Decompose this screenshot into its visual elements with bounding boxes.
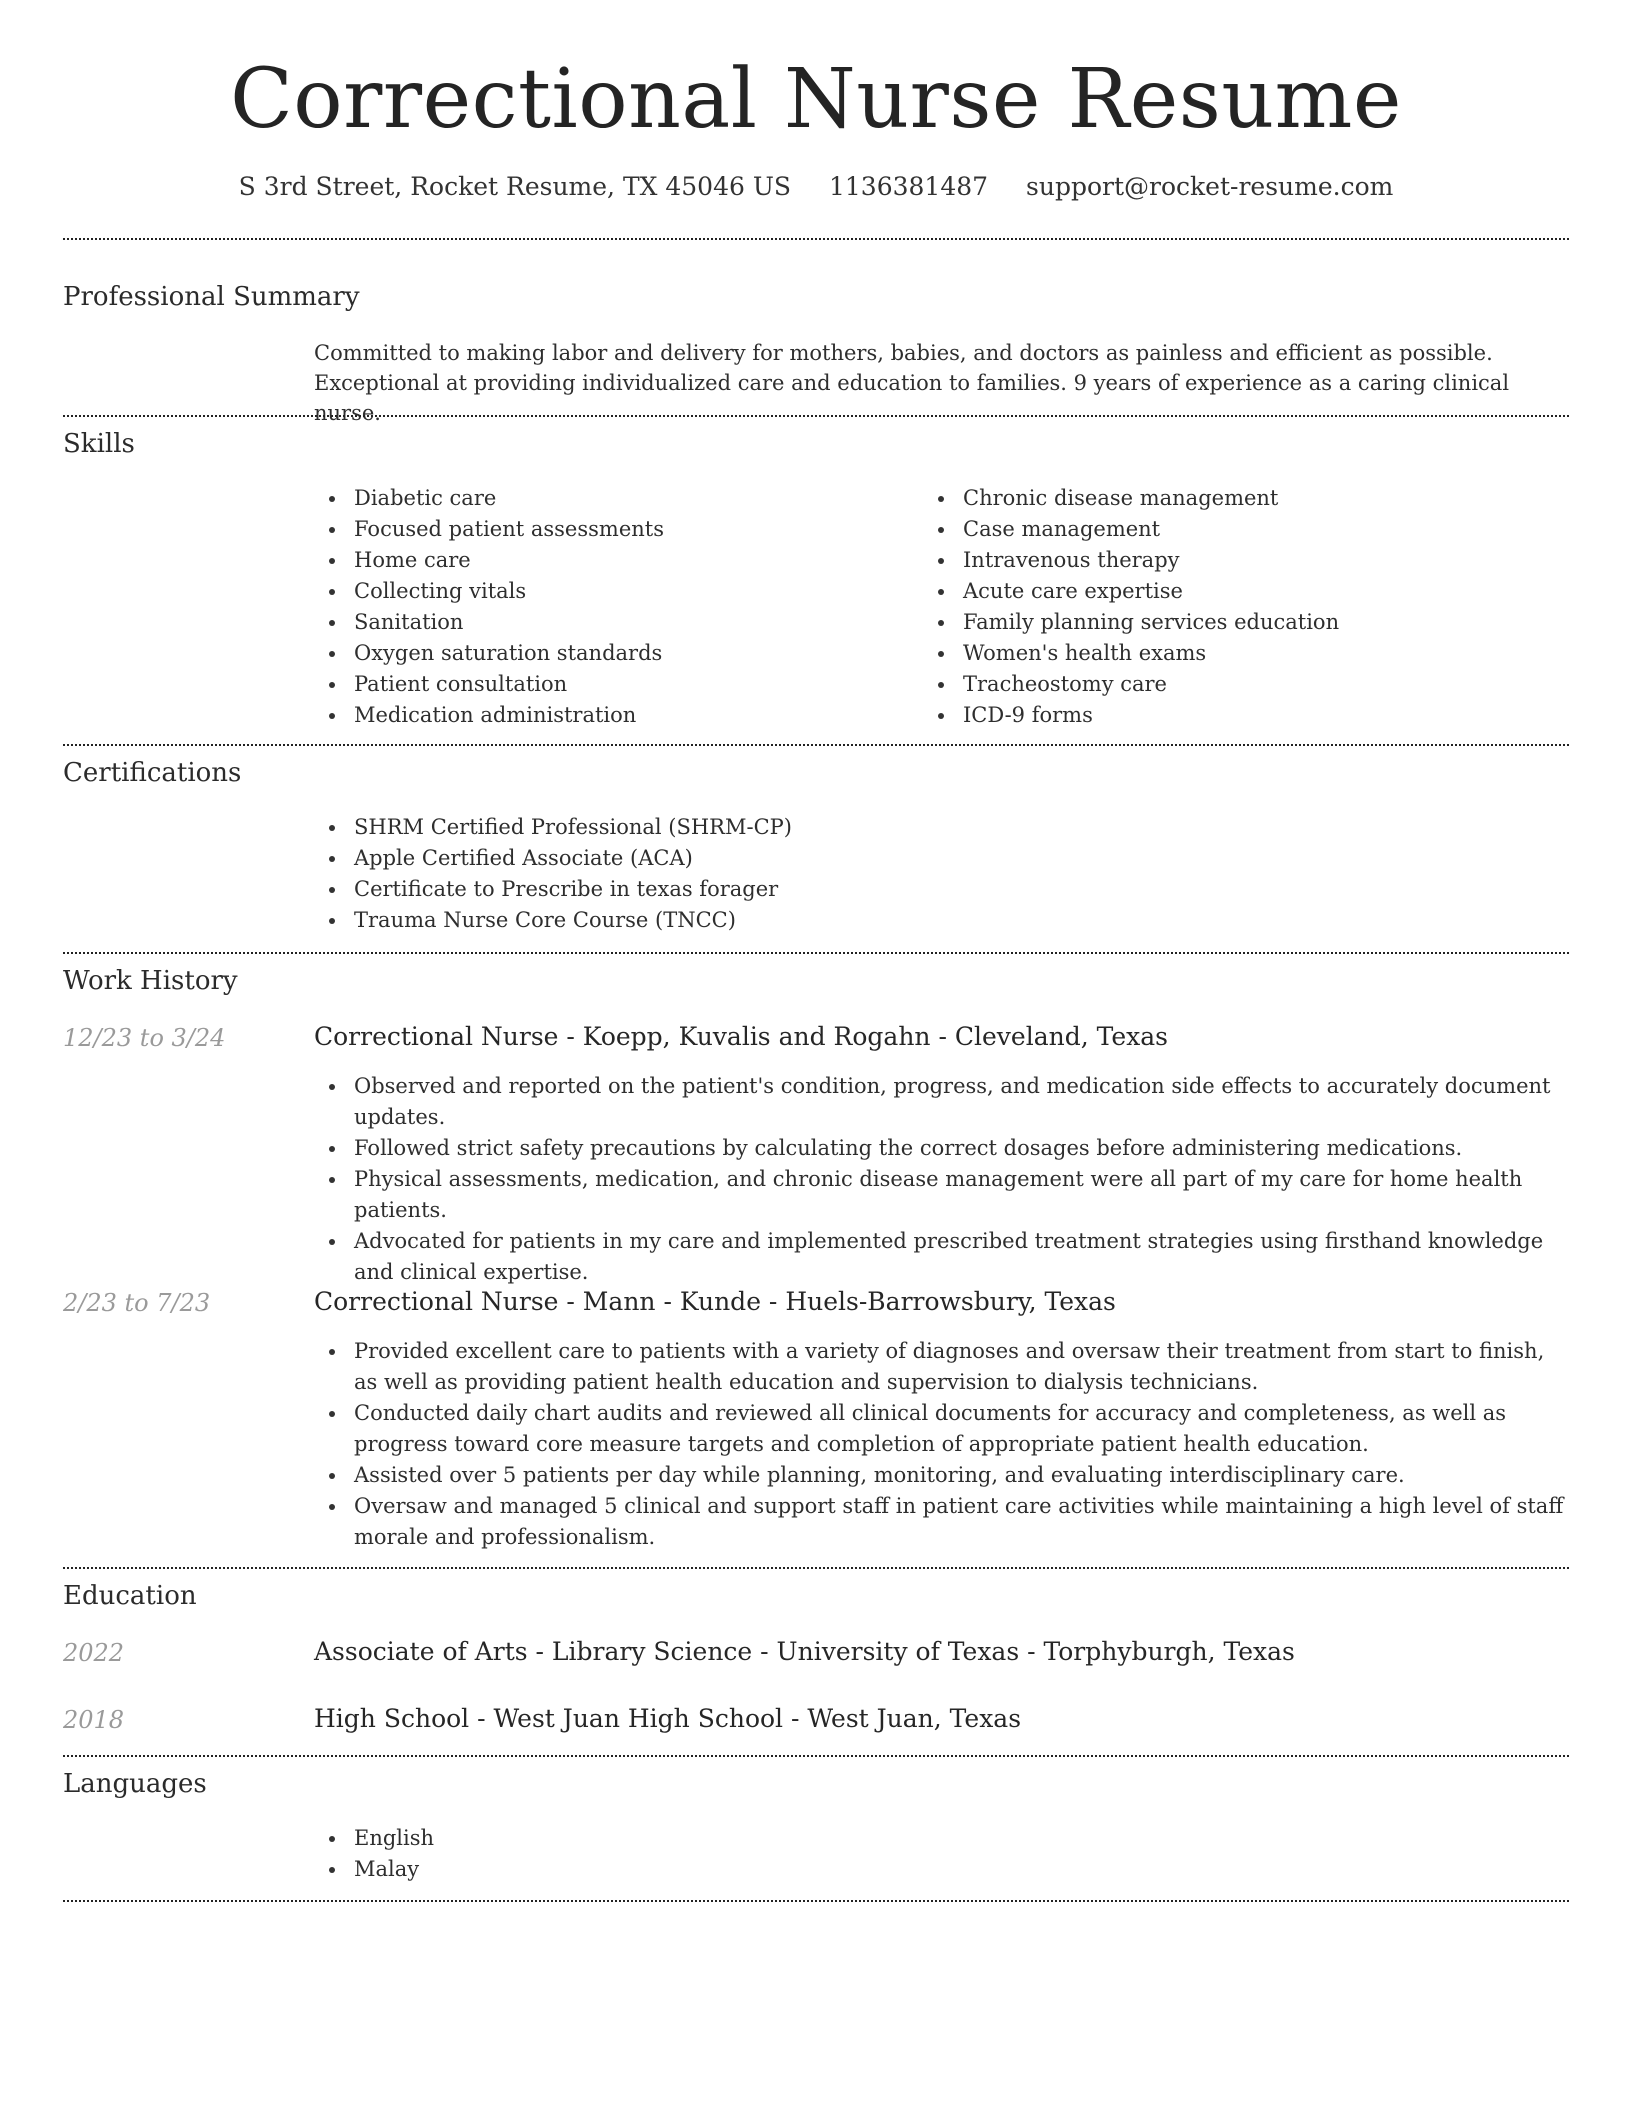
section-heading-summary: Professional Summary	[63, 282, 360, 312]
contact-phone: 1136381487	[829, 172, 989, 201]
summary-text: Committed to making labor and delivery for mothers, babies, and doctors as painless and efficient as possible. Exceptional at providing individualized care and education to families. 9 years of experience as a caring clinical nurse.	[314, 341, 1510, 425]
list-item: Provided excellent care to patients with a variety of diagnoses and oversaw their treatment from start to finish, as well as providing patient health education and supervision to dialysis technicians.	[310, 1336, 1565, 1398]
list-item: Malay	[310, 1854, 910, 1885]
education-year: 2018	[63, 1706, 125, 1734]
list-item: Case management	[919, 514, 1559, 545]
section-heading-languages: Languages	[63, 1769, 207, 1799]
list-item: Collecting vitals	[310, 576, 870, 607]
job-dates: 12/23 to 3/24	[63, 1024, 226, 1052]
list-item: English	[310, 1823, 910, 1854]
job-dates: 2/23 to 7/23	[63, 1289, 211, 1317]
list-item: Patient consultation	[310, 669, 870, 700]
list-item: Trauma Nurse Core Course (TNCC)	[310, 905, 1560, 936]
list-item: Apple Certified Associate (ACA)	[310, 843, 1560, 874]
list-item: Home care	[310, 545, 870, 576]
list-item: Women's health exams	[919, 638, 1559, 669]
list-item: ICD-9 forms	[919, 700, 1559, 731]
list-item: Physical assessments, medication, and chronic disease management were all part of my care for home health patients.	[310, 1164, 1565, 1226]
list-item: Medication administration	[310, 700, 870, 731]
list-item: Oversaw and managed 5 clinical and support staff in patient care activities while maintaining a high level of staff morale and professionalism.	[310, 1491, 1565, 1553]
divider	[63, 952, 1569, 954]
list-item: SHRM Certified Professional (SHRM-CP)	[310, 812, 1560, 843]
job-title: Correctional Nurse - Koepp, Kuvalis and Rogahn - Cleveland, Texas	[314, 1022, 1168, 1051]
list-item: Tracheostomy care	[919, 669, 1559, 700]
education-entry: Associate of Arts - Library Science - University of Texas - Torphyburgh, Texas	[314, 1637, 1295, 1666]
list-item: Intravenous therapy	[919, 545, 1559, 576]
list-item: Conducted daily chart audits and reviewed all clinical documents for accuracy and completeness, as well as progress toward core measure targets and completion of appropriate patient health education.	[310, 1398, 1565, 1460]
list-item: Focused patient assessments	[310, 514, 870, 545]
list-item: Observed and reported on the patient's condition, progress, and medication side effects to accurately document updates.	[310, 1071, 1565, 1133]
skills-list-left	[310, 483, 870, 731]
job-title: Correctional Nurse - Mann - Kunde - Huels-Barrowsbury, Texas	[314, 1287, 1116, 1316]
list-item: Certificate to Prescribe in texas forager	[310, 874, 1560, 905]
section-heading-education: Education	[63, 1581, 197, 1611]
section-heading-skills: Skills	[63, 429, 135, 459]
section-heading-certifications: Certifications	[63, 758, 242, 788]
education-entry: High School - West Juan High School - West Juan, Texas	[314, 1704, 1022, 1733]
list-item: Oxygen saturation standards	[310, 638, 870, 669]
list-item: Chronic disease management	[919, 483, 1559, 514]
education-year: 2022	[63, 1639, 125, 1667]
certifications-list	[310, 812, 1560, 936]
divider	[63, 415, 1569, 417]
list-item: Family planning services education	[919, 607, 1559, 638]
resume-title: Correctional Nurse Resume	[230, 52, 1402, 147]
list-item: Followed strict safety precautions by calculating the correct dosages before administering medications.	[310, 1133, 1565, 1164]
job-bullets	[310, 1336, 1565, 1553]
list-item: Advocated for patients in my care and implemented prescribed treatment strategies using firsthand knowledge and clinical expertise.	[310, 1226, 1565, 1288]
languages-list	[310, 1823, 910, 1885]
divider	[63, 1900, 1569, 1902]
contact-address: S 3rd Street, Rocket Resume, TX 45046 US	[238, 172, 792, 201]
list-item: Sanitation	[310, 607, 870, 638]
divider	[63, 1755, 1569, 1757]
skills-list-right	[919, 483, 1559, 731]
contact-email: support@rocket-resume.com	[1026, 172, 1394, 201]
list-item: Diabetic care	[310, 483, 870, 514]
divider	[63, 238, 1569, 240]
section-heading-work: Work History	[63, 966, 238, 996]
divider	[63, 744, 1569, 746]
list-item: Assisted over 5 patients per day while planning, monitoring, and evaluating interdisciplinary care.	[310, 1460, 1565, 1491]
list-item: Acute care expertise	[919, 576, 1559, 607]
job-bullets	[310, 1071, 1565, 1288]
divider	[63, 1567, 1569, 1569]
contact-line	[0, 170, 1632, 204]
